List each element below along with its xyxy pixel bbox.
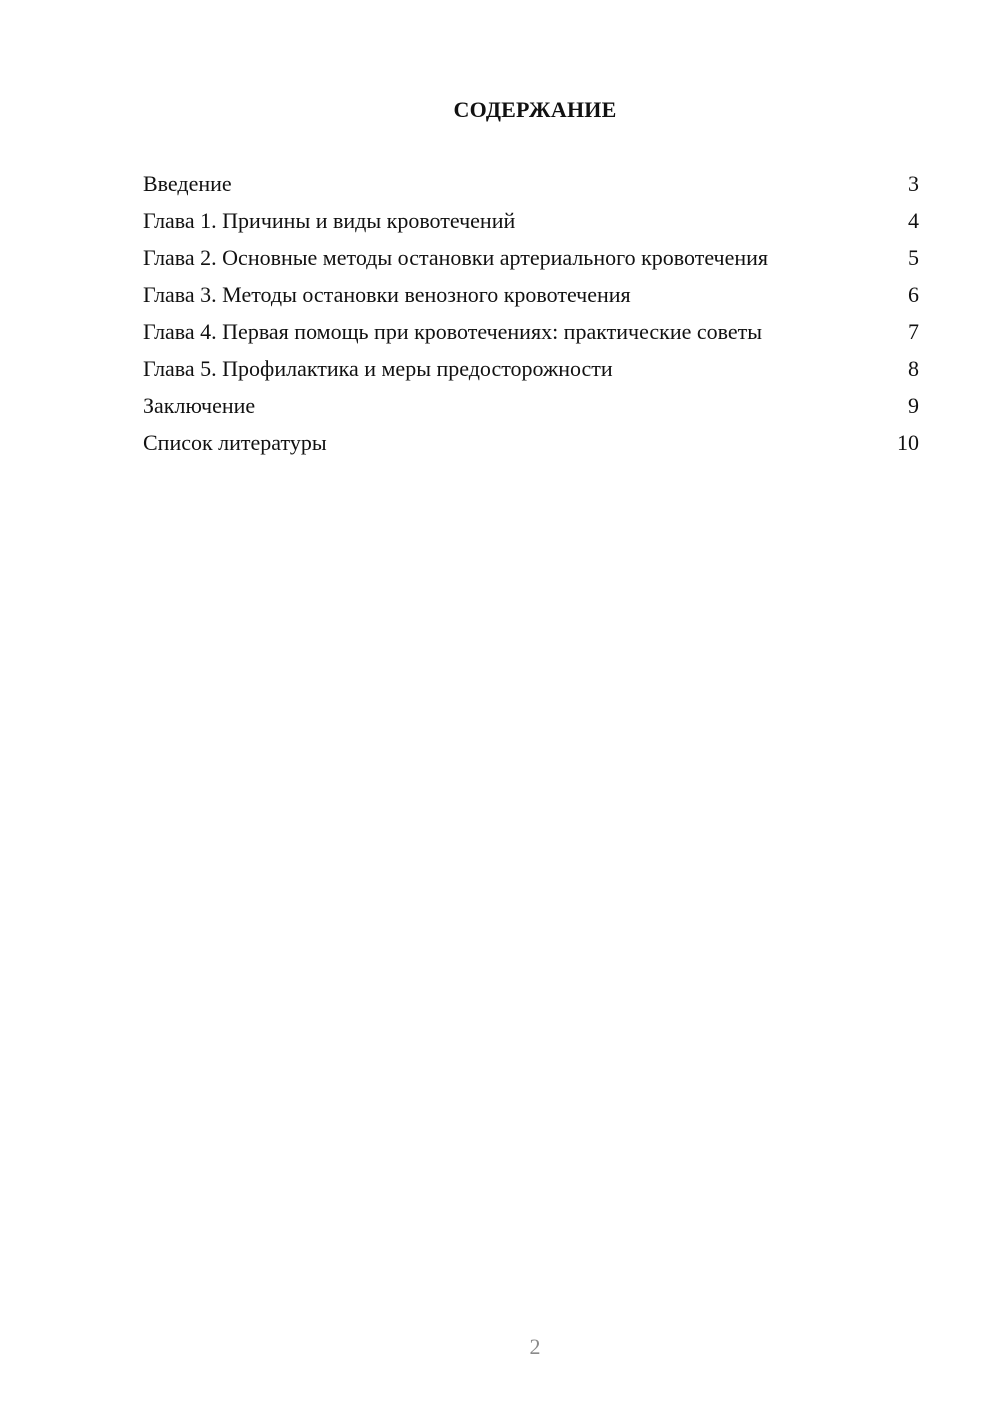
toc-entry-page: 4	[908, 208, 919, 233]
toc-entry-text: Глава 1. Причины и виды кровотечений	[143, 208, 516, 233]
toc-entry-chapter-3	[143, 281, 919, 308]
toc-entry-references	[143, 429, 919, 456]
toc-entry-page: 6	[908, 282, 919, 307]
toc-entry-text: Глава 5. Профилактика и меры предосторожности	[143, 356, 613, 381]
toc-entry-page: 10	[897, 430, 919, 455]
toc-entry-text: Глава 4. Первая помощь при кровотечениях: практические советы	[143, 319, 763, 344]
toc-entry-page: 7	[908, 319, 919, 344]
toc-entry-text: Введение	[143, 171, 232, 196]
toc-entry-text: Глава 3. Методы остановки венозного кровотечения	[143, 282, 631, 307]
toc-entry-page: 5	[908, 245, 919, 270]
table-of-contents	[143, 170, 919, 466]
toc-entry-introduction	[143, 170, 919, 197]
toc-entry-chapter-4	[143, 318, 919, 345]
page-number: 2	[529, 1334, 541, 1359]
page-title: СОДЕРЖАНИЕ	[453, 97, 617, 122]
toc-entry-text: Глава 2. Основные методы остановки артериального кровотечения	[143, 245, 769, 270]
toc-entry-page: 9	[908, 393, 919, 418]
toc-entry-chapter-2	[143, 244, 919, 271]
toc-entry-chapter-1	[143, 207, 919, 234]
toc-entry-text: Список литературы	[143, 430, 327, 455]
toc-entry-page: 3	[908, 171, 919, 196]
toc-entry-text: Заключение	[143, 393, 256, 418]
toc-entry-page: 8	[908, 356, 919, 381]
toc-entry-chapter-5	[143, 355, 919, 382]
toc-entry-conclusion	[143, 392, 919, 419]
